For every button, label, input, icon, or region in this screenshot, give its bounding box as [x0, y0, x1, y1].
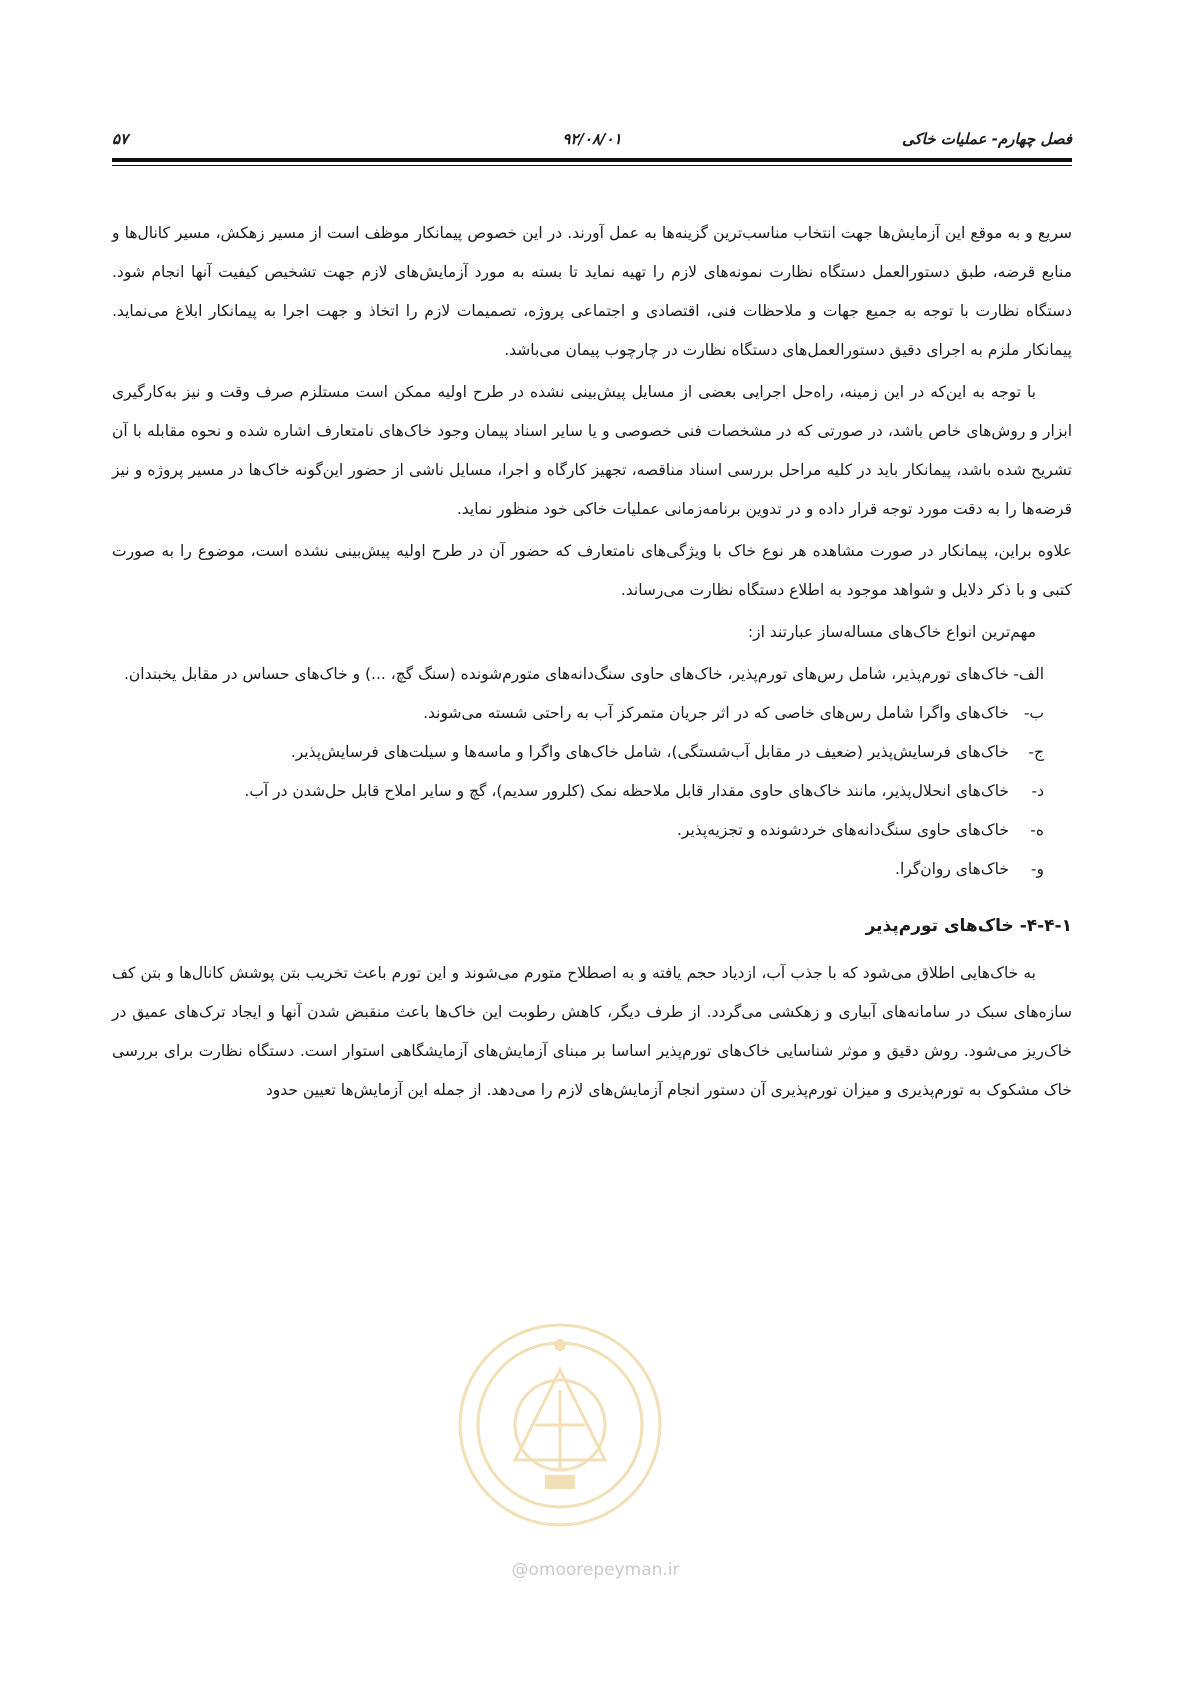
- problem-soils-list: [112, 655, 1072, 889]
- seal-logo-watermark: [455, 1310, 665, 1540]
- chapter-title: فصل چهارم- عملیات خاکی: [901, 130, 1072, 148]
- paragraph: سریع و به موقع این آزمایش‌ها جهت انتخاب مناسب‌ترین گزینه‌ها به عمل آورند. در این خصوص پیمانکار موظف است از مسیر زهکش، مسیر کانال‌ها و منابع قرضه، طبق دستورالعمل دستگاه نظارت نمونه‌های لازم را تهیه نماید تا بسته به مورد آزمایش‌های لازم جهت تشخیص کیفیت آنها انجام شود. دستگاه نظارت با توجه به جمیع جهات و ملاحظات فنی، اقتصادی و اجتماعی پروژه، تصمیمات لازم را اتخاذ و جهت اجرا به پیمانکار ابلاغ می‌نماید. پیمانکار ملزم به اجرای دقیق دستورالعمل‌های دستگاه نظارت در چارچوب پیمان می‌باشد.: [112, 224, 1072, 359]
- page-body: [112, 214, 1072, 1113]
- list-item: [112, 772, 1044, 811]
- list-item: [112, 850, 1044, 889]
- list-item-text: خاک‌های انحلال‌پذیر، مانند خاک‌های حاوی مقدار قابل ملاحظه نمک (کلرور سدیم)، گچ و سایر املاح قابل حل‌شدن در آب.: [244, 782, 1009, 800]
- section-title: خاک‌های تورم‌پذیر: [865, 916, 1014, 936]
- list-marker: ج-: [1028, 743, 1044, 761]
- paragraph: علاوه براین، پیمانکار در صورت مشاهده هر نوع خاک با ویژگی‌های نامتعارف که حضور آن در طرح اولیه پیش‌بینی نشده است، موضوع را به صورت کتبی و با ذکر دلایل و شواهد موجود به اطلاع دستگاه نظارت می‌رساند.: [112, 542, 1072, 599]
- header-date: ۹۲/۰۸/۰۱: [562, 130, 622, 148]
- list-item-text: خاک‌های روان‌گرا.: [895, 860, 1009, 878]
- list-item-text: خاک‌های فرسایش‌پذیر (ضعیف در مقابل آب‌شستگی)، شامل خاک‌های واگرا و ماسه‌ها و سیلت‌های فرسایش‌پذیر.: [290, 743, 1009, 761]
- list-item: [112, 811, 1044, 850]
- section-heading: [112, 907, 1072, 946]
- section-number: ۴-۴-۱-: [1019, 916, 1072, 936]
- watermark-url: @omoorepeyman.ir: [511, 1560, 680, 1580]
- list-marker: ه-: [1030, 821, 1044, 839]
- list-item: [112, 694, 1044, 733]
- list-marker: د-: [1031, 782, 1044, 800]
- page-header: [112, 130, 1072, 154]
- list-item: [112, 733, 1044, 772]
- section-paragraph: به خاک‌هایی اطلاق می‌شود که با جذب آب، ازدیاد حجم یافته و به اصطلاح متورم می‌شوند و این تورم باعث تخریب بتن پوشش کانال‌ها و بتن کف سازه‌های سبک در سامانه‌های آبیاری و زهکشی می‌گردد. از طرف دیگر، کاهش رطوبت این خاک‌ها باعث منقبض شدن آنها و ایجاد ترک‌های عمیق در خاک‌ریز می‌شود. روش دقیق و موثر شناسایی خاک‌های تورم‌پذیر اساسا بر مبنای آزمایش‌های آزمایشگاهی استوار است. دستگاه نظارت برای بررسی خاک مشکوک به تورم‌پذیری و میزان تورم‌پذیری آن دستور انجام آزمایش‌های لازم را می‌دهد. از جمله این آزمایش‌ها تعیین حدود: [112, 964, 1072, 1099]
- header-rule-thick: [112, 158, 1072, 162]
- list-item-text: خاک‌های واگرا شامل رس‌های خاصی که در اثر جریان متمرکز آب به راحتی شسته می‌شوند.: [423, 704, 1009, 722]
- list-intro: مهم‌ترین انواع خاک‌های مساله‌ساز عبارتند از:: [747, 623, 1036, 641]
- paragraph: با توجه به این‌که در این زمینه، راه‌حل اجرایی بعضی از مسایل پیش‌بینی نشده در طرح اولیه ممکن است مستلزم صرف وقت و نیز به‌کارگیری ابزار و روش‌های خاص باشد، در صورتی که در مشخصات فنی خصوصی و یا سایر اسناد پیمان وجود خاک‌های نامتعارف اشاره شده و نحوه مقابله با آن تشریح شده باشد، پیمانکار باید در کلیه مراحل بررسی اسناد مناقصه، تجهیز کارگاه و اجرا، مسایل ناشی از حضور این‌گونه خاک‌ها در مسیر پروژه و نیز قرضه‌ها را به دقت مورد توجه قرار داده و در تدوین برنامه‌زمانی عملیات خاکی خود منظور نماید.: [112, 383, 1072, 518]
- list-item-text: خاک‌های تورم‌پذیر، شامل رس‌های تورم‌پذیر، خاک‌های حاوی سنگ‌دانه‌های متورم‌شونده (سنگ گچ، ...) و خاک‌های حساس در مقابل یخبندان.: [123, 665, 1009, 683]
- header-rule-thin: [112, 165, 1072, 166]
- list-item: [112, 655, 1044, 694]
- list-marker: و-: [1030, 860, 1044, 878]
- list-item-text: خاک‌های حاوی سنگ‌دانه‌های خردشونده و تجزیه‌پذیر.: [677, 821, 1009, 839]
- page-number: ۵۷: [112, 130, 129, 148]
- list-marker: ب-: [1023, 704, 1044, 722]
- list-marker: الف-: [1013, 665, 1044, 683]
